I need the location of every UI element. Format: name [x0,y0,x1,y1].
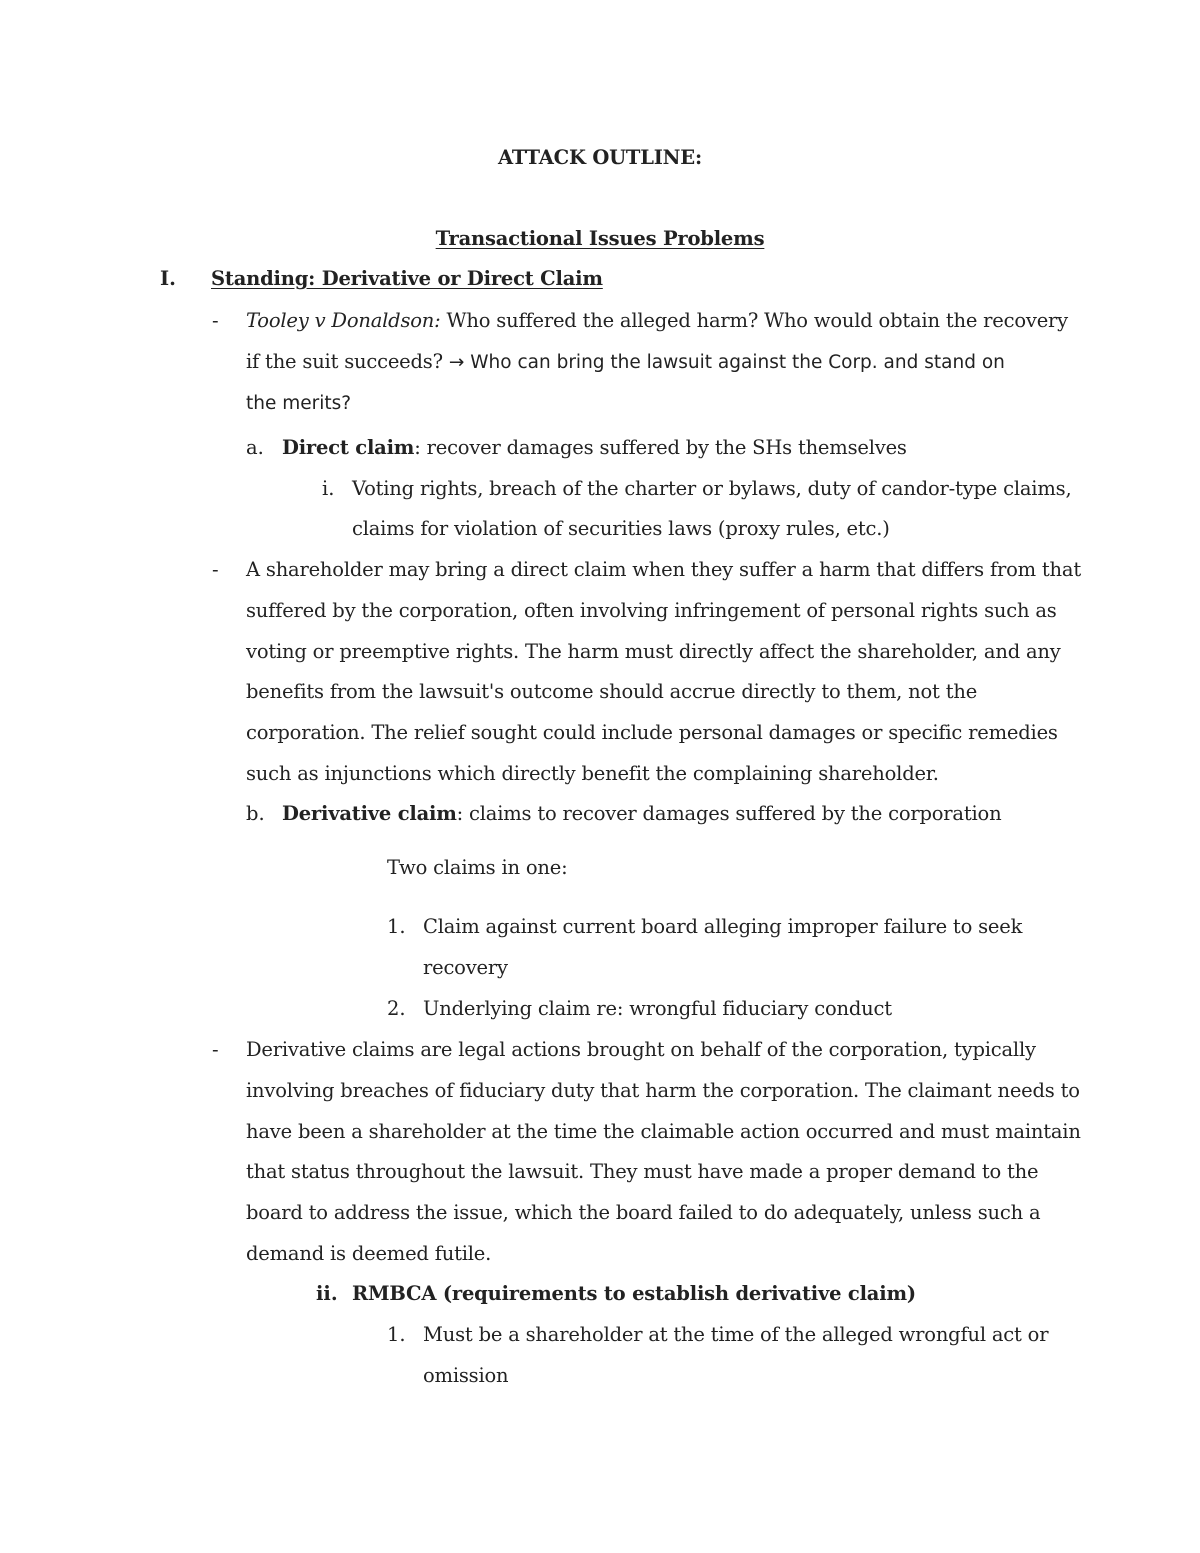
dash-bullet: - [212,1038,219,1061]
direct-paragraph-line: benefits from the lawsuit's outcome should accrue directly to them, not the [246,680,978,703]
item-a-i-line-2: claims for violation of securities laws (proxy rules, etc.) [352,517,890,540]
case-name: Tooley v Donaldson: [246,309,441,332]
derivative-paragraph-line: board to address the issue, which the board failed to do adequately, unless such a [246,1201,1041,1224]
two-claims-heading: Two claims in one: [387,856,568,879]
item-b-marker: b. [246,802,265,825]
derivative-paragraph-line: involving breaches of fiduciary duty that harm the corporation. The claimant needs to [246,1079,1080,1102]
list-item-marker: 2. [387,997,406,1020]
dash-bullet: - [212,309,219,332]
derivative-paragraph-line: demand is deemed futile. [246,1242,492,1265]
tooley-line-1 [246,309,1068,333]
direct-claim-definition: : recover damages suffered by the SHs themselves [414,436,907,459]
item-a-i-marker: i. [322,477,335,500]
item-ii-marker: ii. [316,1282,338,1305]
direct-paragraph-line: voting or preemptive rights. The harm must directly affect the shareholder, and any [246,640,1061,663]
list-item: omission [423,1364,509,1387]
part-I-marker: I. [160,267,176,290]
arrow-icon: → [448,352,465,373]
derivative-paragraph-line: Derivative claims are legal actions brought on behalf of the corporation, typically [246,1038,1036,1061]
derivative-claim-definition: : claims to recover damages suffered by the corporation [456,802,1002,825]
derivative-paragraph-line: that status throughout the lawsuit. They must have made a proper demand to the [246,1160,1039,1183]
list-item: Must be a shareholder at the time of the alleged wrongful act or [423,1323,1049,1346]
direct-claim-label: Direct claim [282,436,415,459]
direct-paragraph-line: suffered by the corporation, often involving infringement of personal rights such as [246,599,1057,622]
document-title: ATTACK OUTLINE: [498,146,702,169]
part-I-heading: Standing: Derivative or Direct Claim [211,267,603,290]
derivative-claim-label: Derivative claim [282,802,457,825]
direct-paragraph-line: A shareholder may bring a direct claim when they suffer a harm that differs from that [246,558,1081,581]
list-item-marker: 1. [387,915,406,938]
item-a-i-line-1: Voting rights, breach of the charter or bylaws, duty of candor-type claims, [352,477,1072,500]
tooley-question-text: Who suffered the alleged harm? Who would obtain the recovery [440,309,1068,332]
list-item-marker: 1. [387,1323,406,1346]
tooley-key-question: Who can bring the lawsuit against the Corp. and stand on [464,352,1005,373]
item-ii-heading: RMBCA (requirements to establish derivative claim) [352,1282,916,1305]
list-item: Underlying claim re: wrongful fiduciary conduct [423,997,892,1020]
tooley-line-2 [246,350,1005,375]
list-item: Claim against current board alleging improper failure to seek [423,915,1023,938]
direct-paragraph-line: corporation. The relief sought could include personal damages or specific remedies [246,721,1058,744]
section-heading: Transactional Issues Problems [435,227,765,250]
item-a-text [282,436,907,460]
item-a-marker: a. [246,436,264,459]
list-item: recovery [423,956,508,979]
item-b-text [282,802,1001,826]
tooley-line-3: the merits? [246,393,352,414]
tooley-question-text-2: if the suit succeeds? [246,350,449,373]
dash-bullet: - [212,558,219,581]
derivative-paragraph-line: have been a shareholder at the time the claimable action occurred and must maintain [246,1120,1081,1143]
direct-paragraph-line: such as injunctions which directly benefit the complaining shareholder. [246,762,939,785]
